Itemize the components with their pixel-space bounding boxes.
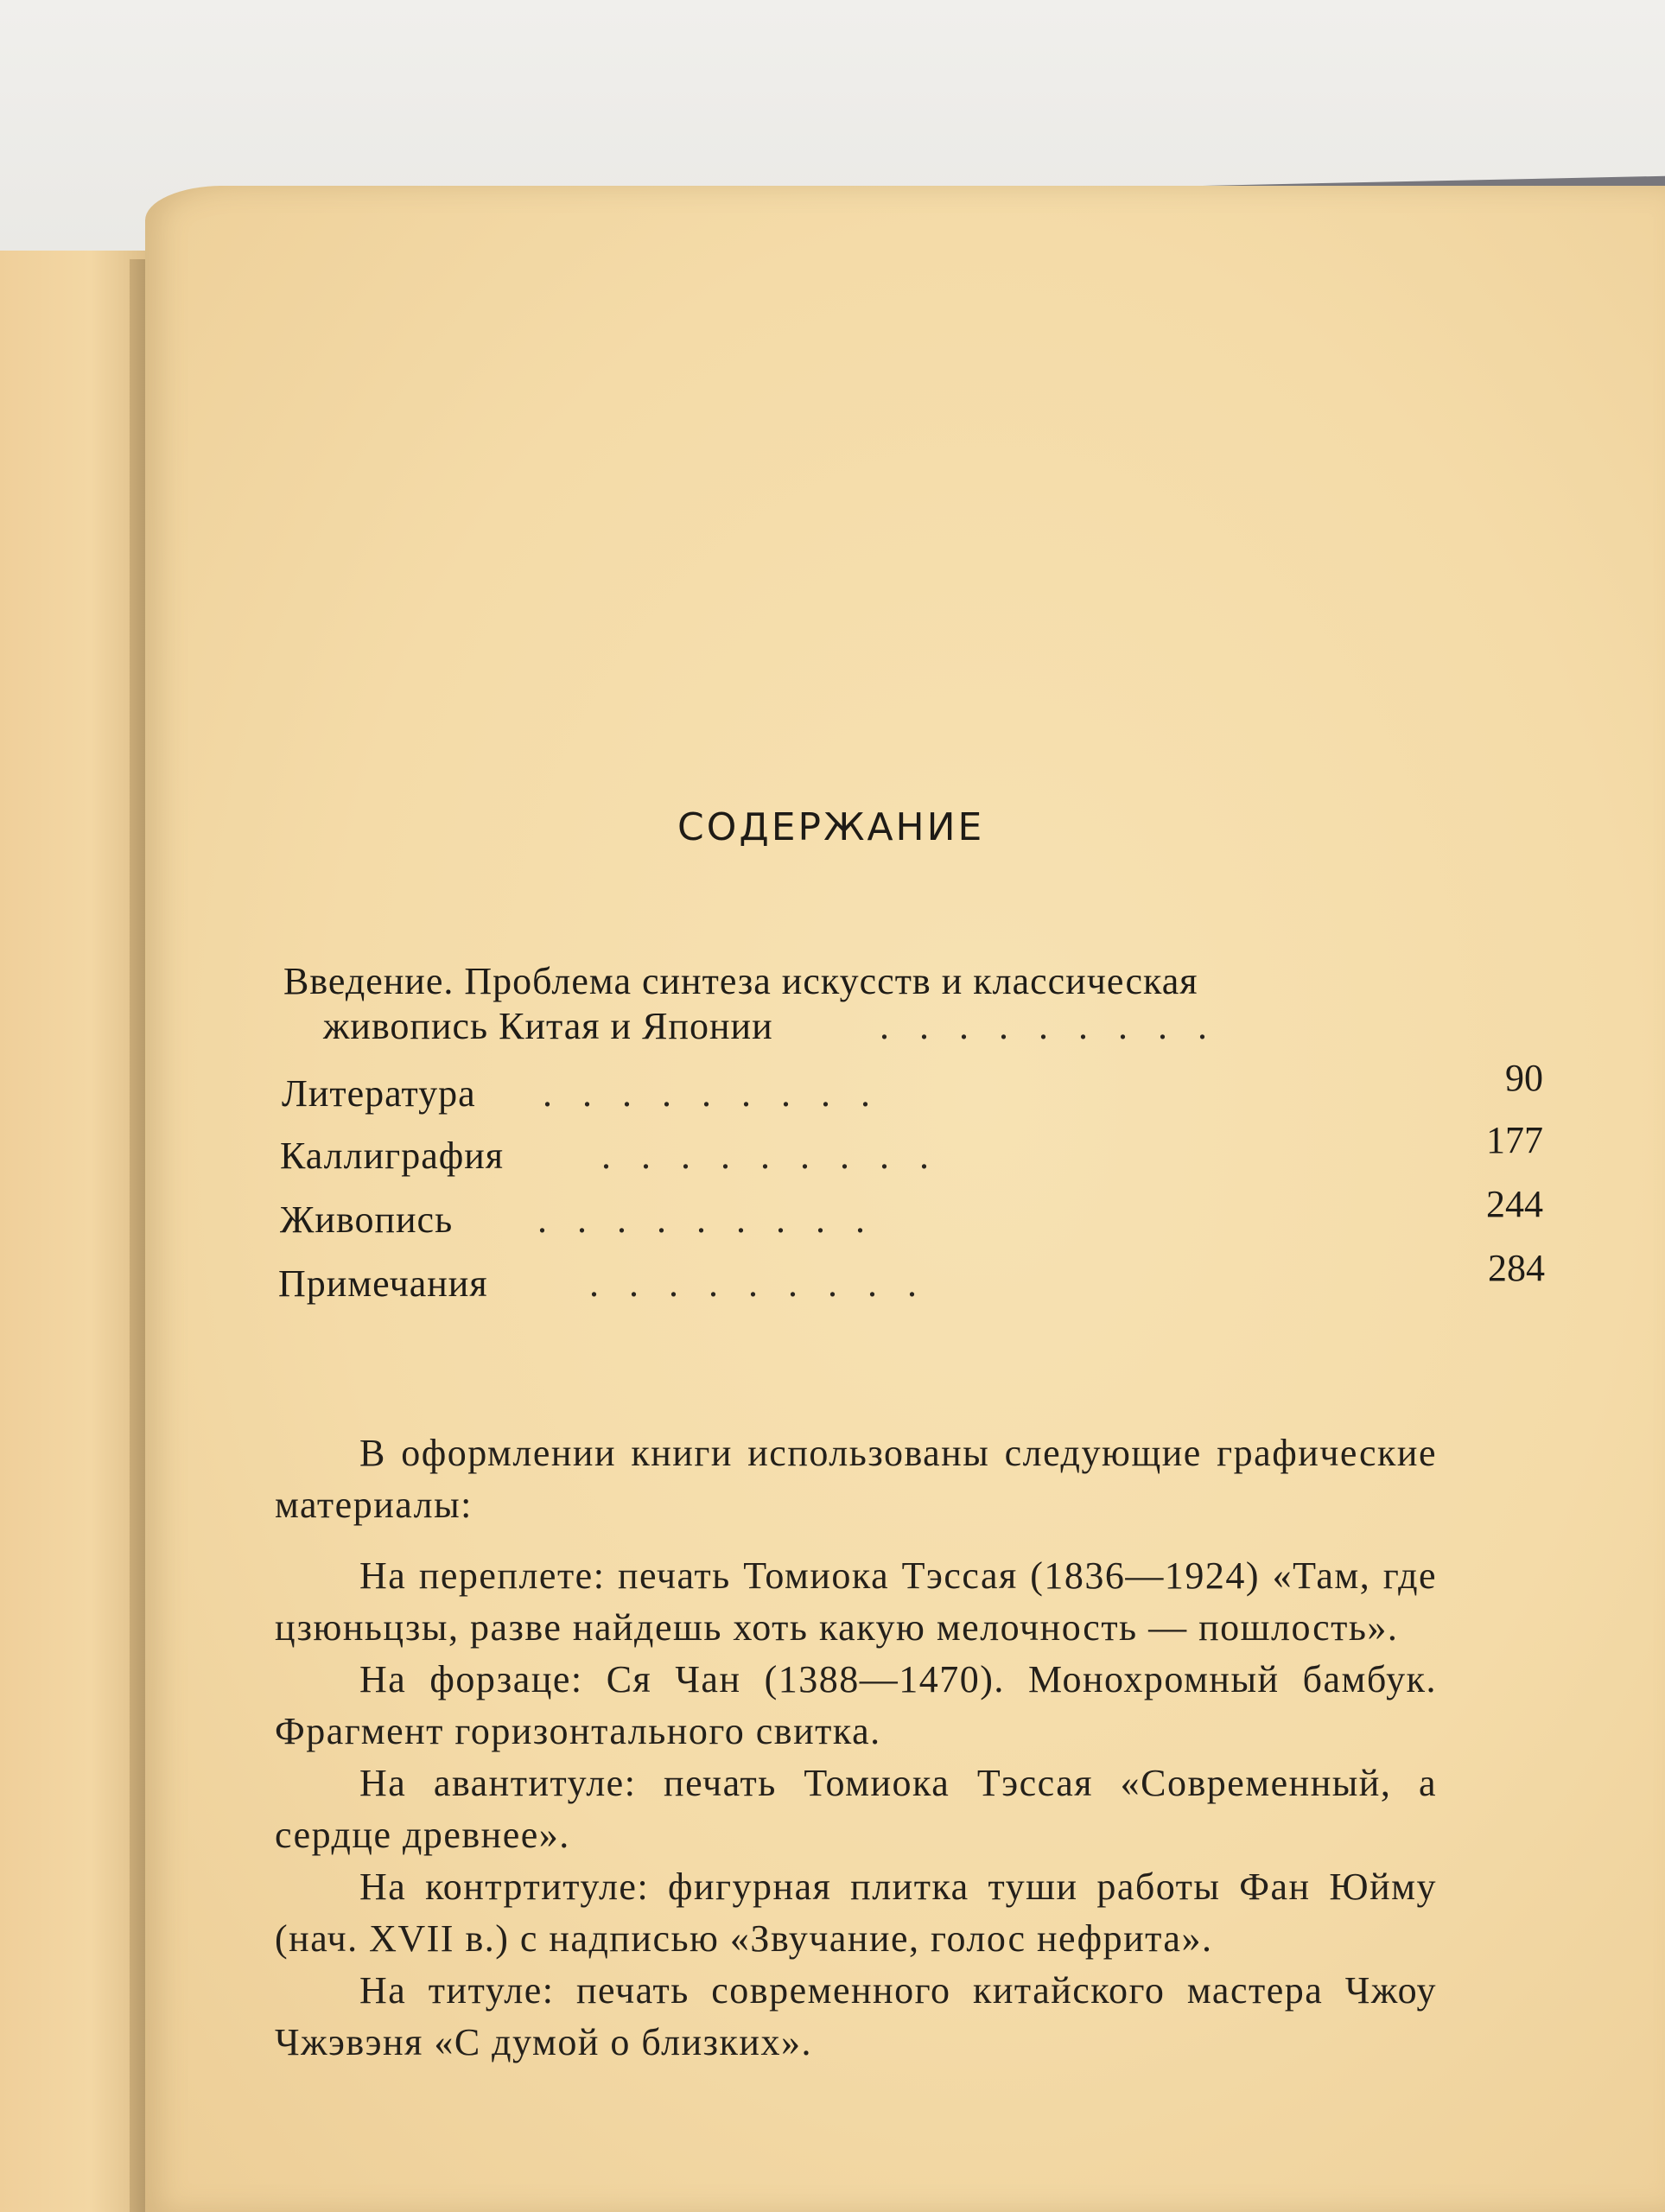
- toc-entry-title: Каллиграфия: [280, 1135, 505, 1177]
- toc-entry-page: 244: [1486, 1183, 1543, 1225]
- toc-intro-line2: живопись Китая и Японии: [323, 1005, 773, 1047]
- toc-entry-title: Примечания: [278, 1262, 488, 1305]
- toc-leader-dots: .........: [880, 1005, 1237, 1047]
- toc-entry-page: 177: [1486, 1119, 1543, 1161]
- toc-intro-line1: Введение. Проблема синтеза искусств и классическая: [283, 960, 1198, 1002]
- toc-entry-page: 284: [1488, 1247, 1545, 1289]
- contents-heading: СОДЕРЖАНИЕ: [677, 805, 985, 849]
- design-notes: [275, 1427, 1437, 2069]
- design-note-item: На контртитуле: фигурная плитка туши работы Фан Юйму (нач. XVII в.) с надписью «Звучание, голос нефрита».: [275, 1866, 1437, 1960]
- left-page: [0, 251, 151, 2212]
- design-note-item: На титуле: печать современного китайского мастера Чжоу Чжэвэня «С думой о близких».: [275, 1969, 1437, 2063]
- design-note-item: На форзаце: Ся Чан (1388—1470). Монохромный бамбук. Фрагмент горизонтального свитка.: [275, 1658, 1437, 1752]
- design-note-item: На переплете: печать Томиока Тэссая (1836—1924) «Там, где цзюньцзы, разве найдешь хоть какую мелочность — пошлость».: [275, 1554, 1437, 1649]
- spacer: [275, 1531, 1437, 1550]
- toc-entry-title: Живопись: [280, 1198, 454, 1241]
- toc-leader-dots: .........: [589, 1262, 947, 1305]
- toc-entry-title: Литература: [282, 1072, 476, 1115]
- toc-leader-dots: .........: [601, 1135, 959, 1177]
- design-note-item: На авантитуле: печать Томиока Тэссая «Современный, а сердце древнее».: [275, 1762, 1437, 1856]
- design-notes-intro: В оформлении книги использованы следующие графические материалы:: [275, 1432, 1437, 1526]
- toc-entry-page: 90: [1505, 1057, 1543, 1099]
- toc-leader-dots: .........: [537, 1198, 895, 1241]
- toc-leader-dots: .........: [543, 1072, 900, 1115]
